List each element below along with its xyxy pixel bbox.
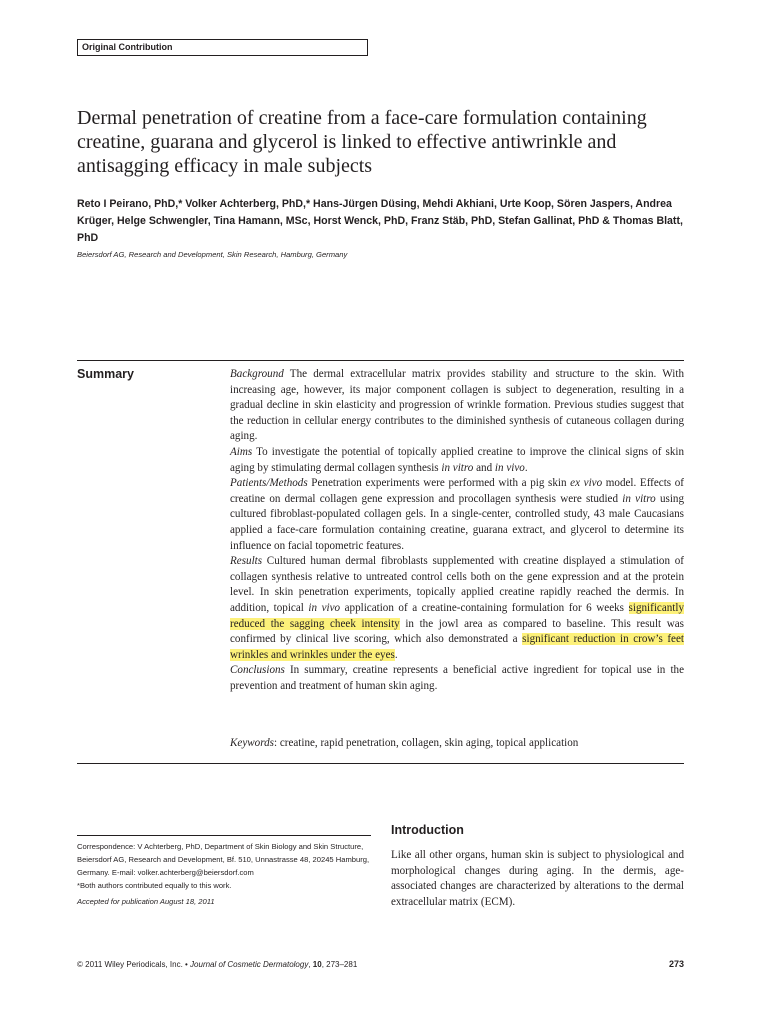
highlight-wrinkles: significant reduction in crow’s feet wrinkles and wrinkles under the eyes — [230, 633, 684, 661]
background-label: Background — [230, 368, 284, 380]
correspondence — [77, 835, 371, 892]
methods-text-2: model. Effects of creatine on dermal collagen gene expression and procollagen synthesis were studied — [230, 477, 684, 505]
keywords-text: : creatine, rapid penetration, collagen, skin aging, topical application — [273, 737, 579, 749]
page-number: 273 — [668, 959, 684, 969]
methods-in-vitro: in vitro — [622, 492, 656, 505]
page-range: , 273–281 — [321, 960, 358, 969]
results-label: Results — [230, 555, 263, 568]
keywords-label: Keywords — [230, 737, 274, 749]
abstract — [230, 367, 684, 694]
footer-citation: © 2011 Wiley Periodicals, Inc. • Journal of Cosmetic Dermatology, 10, 273–281 — [77, 960, 358, 969]
summary-top-rule — [77, 360, 684, 361]
conclusions-label: Conclusions — [230, 664, 285, 677]
background-text: The dermal extracellular matrix provides stability and structure to the skin. With increasing age, however, its major component collagen is subject to degeneration, resulting in a gradual decline in skin elasticity and progression of wrinkle formation. Previous studies suggest that the reduction in cellular energy contributes to the diminished synthesis of cutaneous collagen during aging. — [230, 368, 684, 443]
equal-contribution-note: *Both authors contributed equally to this work. — [77, 881, 232, 890]
correspondence-text: Correspondence: V Achterberg, PhD, Department of Skin Biology and Skin Structure, Beiersdorf AG, Research and Development, Bf. 510, Unnastrasse 48, 20245 Hamburg, Germany. E-mail: volker.achterberg@beiersdorf.com — [77, 842, 370, 877]
results-end: . — [394, 648, 398, 661]
abstract-aims — [230, 445, 684, 476]
affiliation: Beiersdorf AG, Research and Development, Skin Research, Hamburg, Germany — [77, 250, 348, 259]
section-badge: Original Contribution — [77, 39, 368, 56]
accepted-date: Accepted for publication August 18, 2011 — [77, 897, 215, 906]
results-in-vivo: in vivo — [308, 601, 341, 614]
summary-heading: Summary — [77, 367, 134, 381]
highlight-sagging: significantly reduced the sagging cheek intensity — [230, 601, 685, 630]
conclusions-text: In summary, creatine represents a beneficial active ingredient for topical use in the prevention and treatment of human skin aging. — [230, 664, 684, 692]
keywords — [230, 737, 684, 749]
copyright: © 2011 Wiley Periodicals, Inc. • — [77, 960, 188, 969]
abstract-results — [230, 554, 684, 663]
author-list: Reto I Peirano, PhD,* Volker Achterberg, PhD,* Hans-Jürgen Düsing, Mehdi Akhiani, Urte Koop, Sören Jaspers, Andrea Krüger, Helge Schwengler, Tina Hamann, MSc, Horst Wenck, PhD, Franz Stäb, PhD, Stefan Gallinat, PhD & Thomas Blatt, PhD — [77, 198, 683, 244]
introduction-text: Like all other organs, human skin is subject to physiological and morphological changes during aging. In the dermis, age-associated changes are characterized by alterations to the dermal extracellular matrix (ECM). — [391, 849, 684, 908]
aims-in-vivo: in vivo — [494, 461, 525, 474]
results-text-3: in the jowl area as compared to baseline. This result was confirmed by clinical live scoring, which also demonstrated a — [230, 617, 684, 646]
results-text-2: application of a creatine-containing formulation for 6 weeks — [344, 601, 624, 614]
abstract-conclusions — [230, 663, 684, 694]
methods-ex-vivo: ex vivo — [570, 477, 603, 490]
summary-bottom-rule — [77, 763, 684, 764]
aims-and: and — [476, 461, 493, 474]
aims-in-vitro: in vitro — [441, 461, 474, 474]
article-title: Dermal penetration of creatine from a face-care formulation containing creatine, guarana and glycerol is linked to effective antiwrinkle and antisagging efficacy in male subjects — [77, 107, 647, 177]
journal-name: Journal of Cosmetic Dermatology — [190, 960, 309, 969]
methods-label: Patients/Methods — [230, 477, 308, 490]
abstract-background — [230, 367, 684, 445]
volume: 10 — [312, 960, 322, 969]
aims-label: Aims — [230, 445, 253, 458]
results-text-1: Cultured human dermal fibroblasts supplemented with creatine displayed a stimulation of collagen synthesis relative to untreated control cells both on the gene expression and at the protein level. In skin penetration experiments, topically applied creatine rapidly reached the dermis. In addition, topical — [230, 555, 684, 614]
aims-text: To investigate the potential of topically applied creatine to improve the clinical signs of skin aging by stimulating dermal collagen synthesis — [230, 445, 685, 474]
aims-end: . — [524, 461, 528, 474]
methods-text-3: using cultured fibroblast-populated collagen gels. In a single-center, controlled study, 43 male Caucasians applied a face-care formulation containing creatine, guarana extract, and glycerol to determine its influence on facial topometric features. — [230, 492, 685, 552]
methods-text-1: Penetration experiments were performed with a pig skin — [311, 477, 567, 490]
abstract-methods — [230, 476, 684, 554]
introduction-heading: Introduction — [391, 823, 464, 837]
